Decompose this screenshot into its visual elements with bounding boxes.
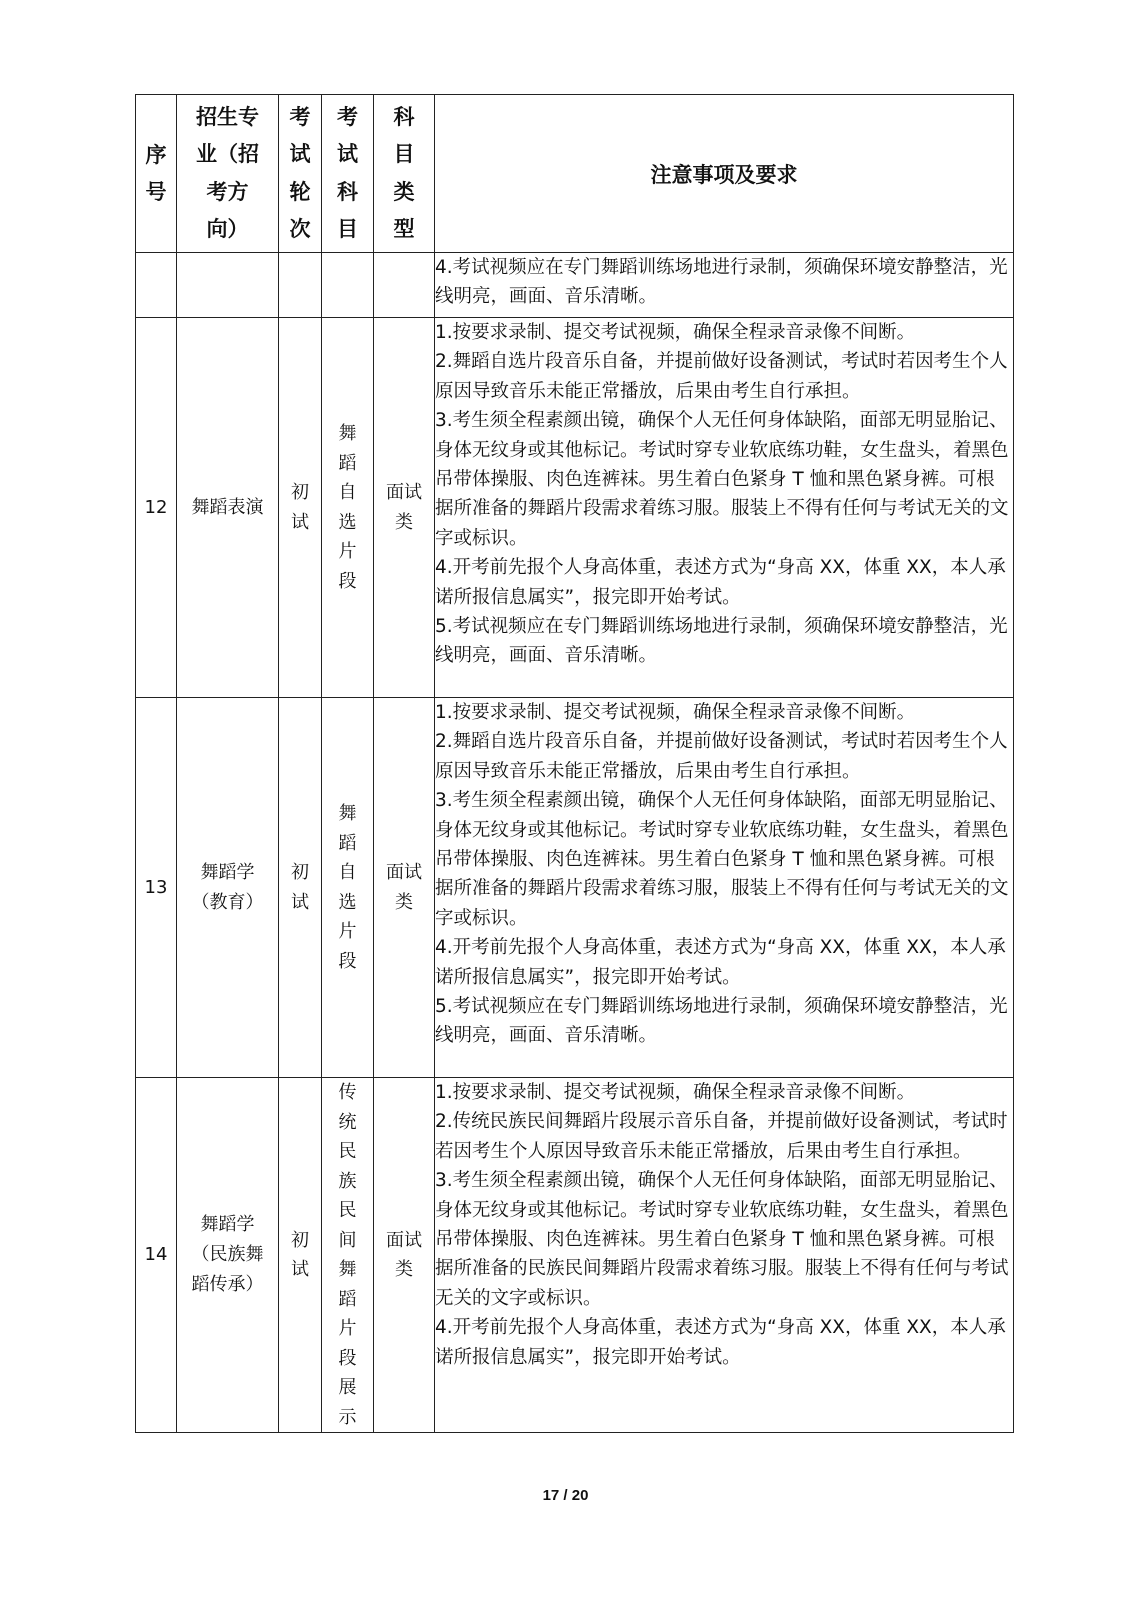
header-round: 考试轮次 [279, 95, 322, 253]
note-item: 1.按要求录制、提交考试视频，确保全程录音录像不间断。 [435, 702, 916, 723]
cell-major: 舞蹈表演 [177, 318, 279, 698]
header-notes: 注意事项及要求 [435, 95, 1014, 253]
note-item: 2.舞蹈自选片段音乐自备，并提前做好设备测试，考试时若因考生个人原因导致音乐未能正常播放，后果由考生自行承担。 [435, 731, 1008, 782]
header-subject: 考试科目 [322, 95, 374, 253]
cell-type: 面试类 [374, 318, 435, 698]
header-major: 招生专业（招考方向） [177, 95, 279, 253]
cell-seq [136, 253, 177, 318]
header-type: 科目类型 [374, 95, 435, 253]
cell-seq: 14 [136, 1078, 177, 1433]
note-item: 1.按要求录制、提交考试视频，确保全程录音录像不间断。 [435, 1082, 916, 1103]
note-item: 4.开考前先报个人身高体重，表述方式为“身高 XX，体重 XX，本人承诺所报信息属实”，报完即开始考试。 [435, 557, 1006, 608]
page-number: 17 / 20 [542, 1487, 589, 1504]
table-row [136, 318, 1014, 698]
cell-subject: 舞蹈自选片段 [322, 698, 374, 1078]
note-item: 4.考试视频应在专门舞蹈训练场地进行录制，须确保环境安静整洁，光线明亮，画面、音乐清晰。 [435, 257, 1008, 308]
cell-major [177, 253, 279, 318]
cell-seq: 13 [136, 698, 177, 1078]
cell-subject: 传统民族民间舞蹈片段展示 [322, 1078, 374, 1433]
admission-requirements-table [135, 94, 1014, 1433]
note-item: 5.考试视频应在专门舞蹈训练场地进行录制，须确保环境安静整洁，光线明亮，画面、音乐清晰。 [435, 996, 1008, 1047]
cell-seq: 12 [136, 318, 177, 698]
note-item: 3.考生须全程素颜出镜，确保个人无任何身体缺陷，面部无明显胎记、身体无纹身或其他标记。考试时穿专业软底练功鞋，女生盘头，着黑色吊带体操服、肉色连裤袜。男生着白色紧身 T 恤和黑色紧身裤。可根据所准备的舞蹈片段需求着练习服。服装上不得有任何与考试无关的文字或标识。 [435, 410, 1009, 549]
note-item: 1.按要求录制、提交考试视频，确保全程录音录像不间断。 [435, 322, 916, 343]
cell-subject [322, 253, 374, 318]
cell-notes [435, 253, 1014, 318]
cell-major: 舞蹈学（教育） [177, 698, 279, 1078]
cell-type [374, 253, 435, 318]
header-seq: 序号 [136, 95, 177, 253]
cell-round: 初试 [279, 1078, 322, 1433]
table-row [136, 1078, 1014, 1433]
table-row [136, 698, 1014, 1078]
cell-type: 面试类 [374, 1078, 435, 1433]
cell-round: 初试 [279, 698, 322, 1078]
note-item: 2.舞蹈自选片段音乐自备，并提前做好设备测试，考试时若因考生个人原因导致音乐未能正常播放，后果由考生自行承担。 [435, 351, 1008, 402]
note-item: 4.开考前先报个人身高体重，表述方式为“身高 XX，体重 XX，本人承诺所报信息属实”，报完即开始考试。 [435, 937, 1006, 988]
note-item: 3.考生须全程素颜出镜，确保个人无任何身体缺陷，面部无明显胎记、身体无纹身或其他标记。考试时穿专业软底练功鞋，女生盘头，着黑色吊带体操服、肉色连裤袜。男生着白色紧身 T 恤和黑色紧身裤。可根据所准备的舞蹈片段需求着练习服，服装上不得有任何与考试无关的文字或标识。 [435, 790, 1009, 929]
cell-major: 舞蹈学（民族舞蹈传承） [177, 1078, 279, 1433]
table-row-carry-over [136, 253, 1014, 318]
cell-subject: 舞蹈自选片段 [322, 318, 374, 698]
cell-type: 面试类 [374, 698, 435, 1078]
note-item: 5.考试视频应在专门舞蹈训练场地进行录制，须确保环境安静整洁，光线明亮，画面、音乐清晰。 [435, 616, 1008, 667]
cell-notes [435, 698, 1014, 1078]
cell-round: 初试 [279, 318, 322, 698]
note-item: 2.传统民族民间舞蹈片段展示音乐自备，并提前做好设备测试，考试时若因考生个人原因导致音乐未能正常播放，后果由考生自行承担。 [435, 1111, 1008, 1162]
cell-round [279, 253, 322, 318]
header-row [136, 95, 1014, 253]
note-item: 4.开考前先报个人身高体重，表述方式为“身高 XX，体重 XX，本人承诺所报信息属实”，报完即开始考试。 [435, 1317, 1006, 1368]
note-item: 3.考生须全程素颜出镜，确保个人无任何身体缺陷，面部无明显胎记、身体无纹身或其他标记。考试时穿专业软底练功鞋，女生盘头，着黑色吊带体操服、肉色连裤袜。男生着白色紧身 T 恤和黑色紧身裤。可根据所准备的民族民间舞蹈片段需求着练习服。服装上不得有任何与考试无关的文字或标识。 [435, 1170, 1009, 1309]
cell-notes [435, 318, 1014, 698]
cell-notes [435, 1078, 1014, 1433]
